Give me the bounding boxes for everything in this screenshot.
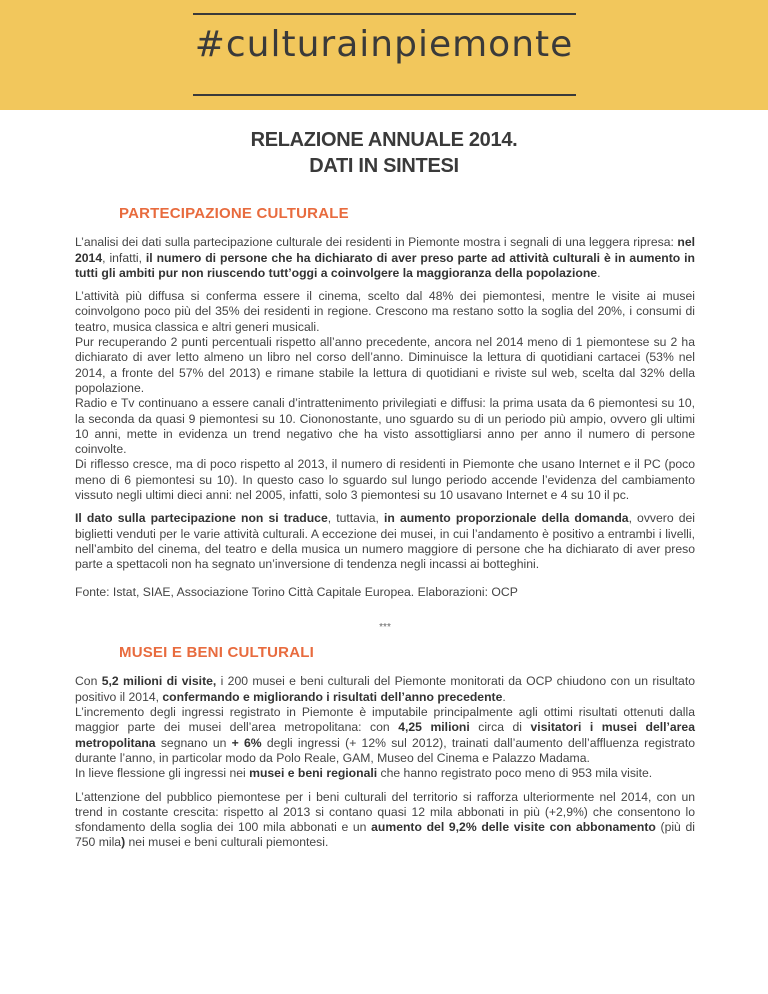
report-title-line1: RELAZIONE ANNUALE 2014. (250, 129, 518, 151)
section-heading-musei: MUSEI E BENI CULTURALI (119, 644, 314, 662)
section-heading-partecipazione: PARTECIPAZIONE CULTURALE (119, 205, 349, 222)
paragraph: Con 5,2 milioni di visite, i 200 musei e beni culturali del Piemonte monitorati da OCP chiudono con un risultato positivo il 2014, confermando e migliorando i risultati dell’anno precedente. L’incremento degli ingressi registrato in Piemonte è imputabile principalmente agli ottimi risultati ottenuti dalla maggior parte dei musei dell’area metropolitana: con 4,25 milioni circa di visitatori i musei dell’area metropolitana segnano un + 6% degli ingressi (+ 12% sul 2012), trainati dall’aumento dell’affluenza registrato durante l’anno, in particolar modo da Polo Reale, GAM, Museo del Cinema e Palazzo Madama. In lieve flessione gli ingressi nei musei e beni regionali che hanno registrato poco meno di 953 mila visite. (75, 674, 695, 781)
document-body (75, 206, 695, 859)
source-note: Fonte: Istat, SIAE, Associazione Torino Città Capitale Europea. Elaborazioni: OCP (75, 584, 518, 599)
banner-bottom-rule (193, 94, 576, 96)
hashtag-title: #culturainpiemonte (194, 24, 574, 65)
paragraph: L’attività più diffusa si conferma essere il cinema, scelto dal 48% dei piemontesi, mentre le visite ai musei coinvolgono poco più del 35% dei residenti in regione. Crescono ma restano sotto la soglia del 20%, i consumi di teatro, musica classica e altri generi musicali. Pur recuperando 2 punti percentuali rispetto all’anno precedente, ancora nel 2014 meno di 1 piemontese su 2 ha dichiarato di aver letto almeno un libro nel corso dell’anno. Diminuisce la lettura di quotidiani cartacei (53% nel 2014, a fronte del 57% del 2013) e rimane stabile la lettura di quotidiani e riviste sul web, scelta dal 32% della popolazione. Radio e Tv continuano a essere canali d’intrattenimento privilegiati e diffusi: la prima usata da 6 piemontesi su 10, la seconda da quasi 9 piemontesi su 10. Ciononostante, uno sguardo su di un periodo più ampio, ovvero gli ultimi 10 anni, mette in evidenza un trend negativo che ha visto assottigliarsi anno per anno il numero di persone coinvolte. Di riflesso cresce, ma di poco rispetto al 2013, il numero di residenti in Piemonte che usano Internet e il PC (poco meno di 6 piemontesi su 10). In questo caso lo sguardo sul lungo periodo accende l’evidenza del cambiamento vissuto negli ultimi dieci anni: nel 2005, infatti, solo 3 piemontesi su 10 usavano Internet e 4 su 10 il pc. (75, 289, 695, 503)
paragraph: Il dato sulla partecipazione non si traduce, tuttavia, in aumento proporzionale della domanda, ovvero dei biglietti venduti per le varie attività culturali. A eccezione dei musei, in cui l’andamento è positivo a entrambi i livelli, nell’ambito del cinema, del teatro e della musica un numero maggiore di persone che ha dichiarato di aver preso parte a spettacoli non ha segnato un’inversione di tendenza negli incassi ai botteghini. (75, 511, 695, 572)
report-title-line2: DATI IN SINTESI (309, 155, 459, 177)
report-title (0, 127, 768, 179)
paragraph: L’attenzione del pubblico piemontese per i beni culturali del territorio si rafforza ulteriormente nel 2014, con un trend in costante crescita: rispetto al 2013 si contano quasi 12 mila abbonati in più (+2,9%) che consentono lo sfondamento della soglia dei 100 mila abbonati e un aumento del 9,2% delle visite con abbonamento (più di 750 mila) nei musei e beni culturali piemontesi. (75, 789, 695, 850)
paragraph: L’analisi dei dati sulla partecipazione culturale dei residenti in Piemonte mostra i segnali di una leggera ripresa: nel 2014, infatti, il numero di persone che ha dichiarato di aver preso parte ad attività culturali è in aumento in tutti gli ambiti pur non riuscendo tutt’oggi a coinvolgere la maggioranza della popolazione. (75, 235, 695, 280)
header-banner (0, 0, 768, 110)
section-separator: *** (379, 621, 391, 633)
banner-top-rule (193, 13, 576, 15)
